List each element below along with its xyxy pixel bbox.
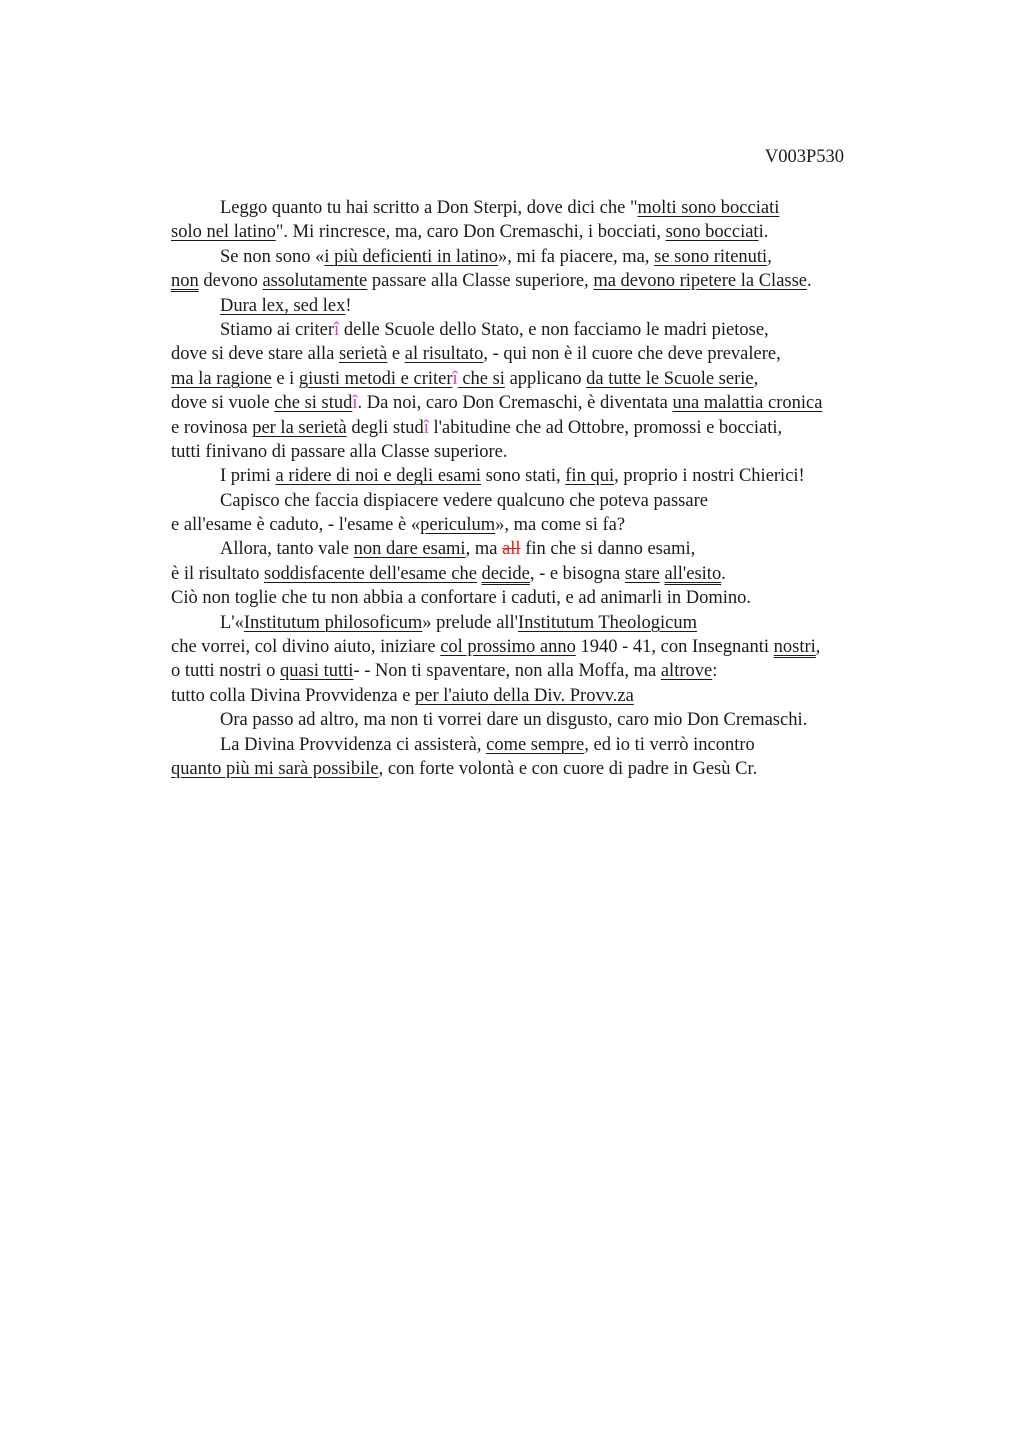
text-segment: è il risultato	[171, 563, 264, 584]
underlined-text: fin qui	[565, 466, 615, 487]
underlined-text: stare	[624, 563, 660, 584]
text-segment: , - e bisogna	[529, 563, 625, 584]
text-segment: o tutti nostri o	[171, 661, 280, 682]
text-line	[171, 245, 911, 269]
underlined-text: solo nel latino	[171, 222, 276, 243]
underlined-text: periculum	[420, 515, 496, 536]
text-segment: », mi fa piacere, ma,	[497, 246, 655, 267]
letter-body	[171, 196, 911, 781]
underlined-text: assolutamente	[262, 271, 368, 292]
underlined-text: sono bocciat	[665, 222, 759, 243]
underlined-text: serietà	[338, 344, 388, 365]
text-segment: degli stud	[346, 417, 424, 438]
text-line	[171, 196, 911, 220]
text-segment: che vorrei, col divino aiuto, iniziare	[171, 637, 441, 658]
underlined-text: che si stud	[274, 393, 353, 414]
text-line	[171, 269, 911, 293]
text-line	[171, 635, 911, 659]
text-segment: dove si deve stare alla	[171, 344, 339, 365]
double-underlined-text: all'esito	[664, 563, 722, 584]
underlined-text: a ridere di noi e degli esami	[275, 466, 481, 487]
text-segment: ,	[753, 368, 759, 389]
text-line	[171, 489, 911, 513]
text-segment: I primi	[220, 466, 276, 487]
text-segment: sono stati,	[480, 466, 566, 487]
underlined-text: quanto più mi sarà possibile	[171, 758, 379, 779]
underlined-text: come sempre	[486, 734, 585, 755]
text-segment: , con forte volontà e con cuore di padre in Gesù Cr.	[378, 758, 758, 779]
text-segment: », ma come si fa?	[495, 515, 626, 536]
underlined-text: molti sono bocciati	[637, 198, 780, 218]
text-segment: , proprio i nostri Chierici!	[614, 466, 805, 487]
text-segment: ". Mi rincresce, ma, caro Don Cremaschi, i bocciati,	[275, 222, 666, 243]
underlined-text: se sono ritenuti	[654, 246, 768, 267]
text-segment: devono	[198, 271, 263, 292]
text-segment: i.	[758, 222, 769, 243]
underlined-text: una malattia cronica	[672, 393, 823, 414]
text-segment: Stiamo ai criter	[220, 319, 335, 340]
text-segment: applicano	[504, 368, 587, 389]
text-line	[171, 318, 911, 342]
text-segment: tutto colla Divina Provvidenza e	[171, 685, 416, 706]
underlined-text: al risultato	[404, 344, 484, 365]
underlined-text: ma la ragione	[171, 368, 272, 389]
text-segment: !	[345, 295, 352, 316]
text-line	[171, 220, 911, 244]
underlined-text: Institutum Theologicum	[518, 612, 698, 633]
double-underlined-text: decide	[481, 563, 530, 584]
underlined-text: per l'aiuto della Div. Provv.za	[415, 685, 634, 706]
text-segment: e rovinosa	[171, 417, 253, 438]
text-line	[171, 708, 911, 732]
text-segment: - - Non ti spaventare, non alla Moffa, ma	[353, 661, 661, 682]
text-segment: .	[721, 563, 726, 584]
text-line	[171, 416, 911, 440]
underlined-text: che si	[457, 368, 505, 389]
underlined-text: quasi tutti	[279, 661, 354, 682]
text-segment: l'abitudine che ad Ottobre, promossi e bocciati,	[428, 417, 783, 438]
text-line	[171, 391, 911, 415]
underlined-text: altrove	[660, 661, 713, 682]
text-segment: L'«	[220, 612, 244, 633]
text-segment: ,	[815, 637, 821, 658]
underlined-text: per la serietà	[252, 417, 347, 438]
text-segment: , - qui non è il cuore che deve prevalere,	[483, 344, 781, 365]
text-segment: Se non sono «	[220, 246, 325, 267]
text-segment: dove si vuole	[171, 393, 275, 414]
text-segment: e all'esame è caduto, - l'esame è «	[171, 515, 421, 536]
underlined-text: i più deficienti in latino	[324, 246, 498, 267]
text-segment: tutti finivano di passare alla Classe superiore.	[171, 441, 508, 462]
text-segment: La Divina Provvidenza ci assisterà,	[220, 734, 487, 755]
text-segment: passare alla Classe superiore,	[367, 271, 594, 292]
text-segment: . Da noi, caro Don Cremaschi, è diventata	[357, 393, 673, 414]
text-line	[171, 733, 911, 757]
text-segment: e	[387, 344, 405, 365]
text-line	[171, 464, 911, 488]
underlined-text: da tutte le Scuole serie	[586, 368, 754, 389]
magenta-glyph: î	[334, 319, 340, 340]
text-segment: Capisco che faccia dispiacere vedere qualcuno che poteva passare	[220, 490, 708, 511]
text-line	[171, 342, 911, 366]
double-underlined-text: nostri	[773, 637, 816, 658]
text-segment: 1940 - 41, con Insegnanti	[575, 637, 774, 658]
text-line	[171, 611, 911, 635]
magenta-glyph: î	[352, 393, 358, 414]
text-segment: Allora, tanto vale	[220, 539, 354, 560]
text-segment: .	[807, 271, 812, 292]
text-segment: delle Scuole dello Stato, e non facciamo le madri pietose,	[339, 319, 769, 340]
text-segment: fin che si danno esami,	[520, 539, 696, 560]
text-line	[171, 684, 911, 708]
magenta-glyph: î	[423, 417, 429, 438]
text-segment: ,	[767, 246, 772, 267]
text-line	[171, 586, 911, 610]
text-line	[171, 294, 911, 318]
text-line	[171, 659, 911, 683]
text-line	[171, 440, 911, 464]
text-segment: Ciò non toglie che tu non abbia a confortare i caduti, e ad animarli in Domino.	[171, 588, 752, 609]
underlined-text: col prossimo anno	[440, 637, 576, 658]
text-segment: , ma	[465, 539, 503, 560]
text-line	[171, 537, 911, 561]
text-line	[171, 757, 911, 781]
underlined-text: soddisfacente dell'esame che	[264, 563, 477, 584]
text-segment: :	[712, 661, 718, 682]
text-segment: e i	[271, 368, 299, 389]
magenta-glyph: î	[452, 368, 458, 389]
struck-text: all	[502, 539, 521, 560]
underlined-text: non dare esami	[353, 539, 466, 560]
underlined-text: giusti metodi e criter	[298, 368, 453, 389]
text-line	[171, 367, 911, 391]
text-segment: » prelude all'	[422, 612, 519, 633]
underlined-text: ma devono ripetere la Classe	[593, 271, 808, 292]
underlined-text: Dura lex, sed lex	[220, 295, 346, 316]
text-line	[171, 513, 911, 537]
underlined-text: Institutum philosoficum	[243, 612, 423, 633]
text-segment: , ed io ti verrò incontro	[584, 734, 755, 755]
double-underlined-text: non	[171, 271, 199, 292]
text-line	[171, 562, 911, 586]
document-code: V003P530	[764, 147, 844, 167]
text-segment: Leggo quanto tu hai scritto a Don Sterpi, dove dici che "	[220, 198, 638, 218]
text-segment: Ora passo ad altro, ma non ti vorrei dare un disgusto, caro mio Don Cremaschi.	[220, 710, 808, 731]
